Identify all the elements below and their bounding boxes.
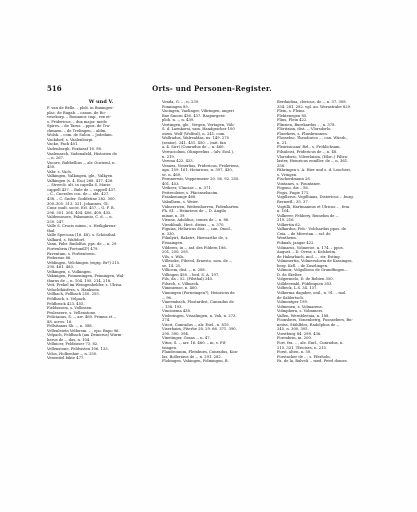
index-entry-line: 290. 390. 394.	[162, 331, 189, 336]
index-entry-line: Rernerfl., 35. 37.	[277, 200, 309, 205]
index-entry-line: Volgermelo, D. de Bobien 350.	[277, 277, 334, 282]
index-entry-line: 250. 247.	[47, 219, 65, 224]
index-entry-line: Veit, Prekel im Weingenhelder, s. Ulrisa.	[47, 283, 123, 288]
index-entry-line: Vetheer, Ulmcias –, n. 371.	[162, 186, 212, 191]
index-entry-line: Filsech, s. Villmeck.	[162, 281, 200, 286]
index-entry-line: 274.	[162, 318, 171, 323]
index-entry-line: 450.	[47, 165, 56, 170]
index-entry-line: Fort, fra. – , ale. Earl., Cunradus, n.	[277, 340, 344, 345]
index-entry-line: Flobingen, Vahingen, Folmingen, B.	[162, 359, 229, 364]
index-entry-line: Vontanes, s. Fountaner.	[277, 181, 321, 186]
index-entry-line: Forenbrin, m. 200.	[277, 336, 312, 341]
index-entry-line: (senior). 241. 451. 450. – (mit. fan	[162, 140, 226, 145]
index-entry-line: Vils, s. Wils.	[162, 254, 185, 259]
index-entry-line: Vellnicer, Feldsisser 73. 82.	[47, 342, 99, 347]
index-entry-line: 245, n. 300. 305.	[277, 327, 309, 332]
index-entry-line: Viesdibaili, Hect. distus –, n. 370.	[162, 222, 225, 227]
index-entry-line: 358.	[277, 163, 286, 168]
index-entry-line: Valkingen, Valkingen, gle., Valkyen	[47, 174, 113, 179]
index-entry-line: Velkingen, s. Vulkingen.	[47, 269, 92, 274]
index-entry-line: Vorstburg 84. 298. 436.	[277, 331, 322, 336]
running-title: Orts- und Personen-Register.	[152, 84, 272, 93]
index-entry-line: – 138. 193.	[162, 304, 183, 309]
index-entry-line: Vellbach, Fellbach 250. 255.	[47, 292, 100, 297]
index-entry-line: – C., Cnerales ccn. de –, abt. 427.	[47, 192, 110, 197]
index-entry-line: n. 21.	[277, 140, 288, 145]
index-entry-line: n. 219.	[162, 154, 175, 159]
index-entry-line: 401. 453.	[162, 181, 180, 186]
index-entry-line: agn. 159. 161. Heinricus, n. 397, 430,	[162, 168, 233, 173]
index-entry-line: Valdemosore, Palamuntz, C. d. –, n.	[47, 215, 113, 220]
index-entry-line: Valkingen (s. 4. Eso) 268. 417. 426.	[47, 178, 114, 183]
index-entry-line: Faventum, s. Forbentown.	[47, 251, 96, 256]
index-entry-line: Vidneerwen, Weibenborren, Fidenharten	[162, 204, 239, 209]
index-entry-line: 290. 461. 483.	[47, 265, 74, 270]
index-entry-line: ckmaen. – de Trelingen. – aldm.	[47, 128, 107, 133]
index-entry-line: plac. de Rugab. – canon. de Ro-	[47, 110, 106, 115]
index-entry-line: Vaalenaech, Vadenafeld, Historien de	[47, 151, 117, 156]
index-entry-line: Volkertin 62.	[277, 222, 301, 227]
index-entry-line: Fonningen 85.	[162, 104, 189, 109]
index-entry-line: Frankenunge 468.	[162, 195, 197, 200]
index-entry-line: Fortenbrin (Fortunill?) 479.	[47, 247, 99, 251]
index-entry-line: Vallen, Wernbleenia, n. 188.	[277, 313, 330, 318]
index-entry-line: Fieldsssem, s. Vollmsen.	[47, 306, 93, 311]
index-entry-line: Foonsbers, Vonenbetrg, Foonsebers, Bu-	[277, 318, 353, 323]
index-entry-line: Vilderes, in –, asf. des Fildern 186.	[162, 245, 227, 250]
index-entry-line: Vellenstone, Feldsisten 106. 133.	[47, 347, 109, 352]
index-entry-line: thal.	[47, 228, 56, 233]
index-entry-line: Velachtkäsfera, s. Hanksein.	[47, 287, 101, 292]
index-entry-line: Vacore, Rabbellius –, alr. Oosteml, n.	[47, 160, 116, 165]
index-entry-line: Bae Smorn 436. 437. Raspurgera-	[162, 113, 226, 118]
index-entry-line: 219. 216.	[277, 218, 295, 223]
index-entry-line: Felicianus, S. –, arr. 460. Primus et –,	[47, 315, 117, 320]
index-entry-line: Vimmiense, n. 460.	[162, 286, 198, 291]
index-entry-line: Fettreoleier, s. Pfacinsebacim.	[162, 190, 219, 195]
index-entry-line: Fegis, Fugie 171.	[277, 190, 310, 195]
index-entry-line: n. 104.	[277, 209, 290, 214]
index-entry-line: laster, Heinricus enniller. de –, n. 361.	[277, 159, 349, 164]
index-entry-line: Vabr. s. Vach.	[47, 169, 72, 174]
index-entry-line: Fluorkers, s. Flinsbrunnen.	[277, 131, 328, 136]
index-entry-line: Flein, s. Fleins.	[277, 109, 306, 114]
index-entry-line: Verona 422. 423.	[162, 159, 194, 164]
index-entry-line: Vackdorf, s. Vaalenborpi.	[47, 137, 94, 142]
index-entry-line: n. 330.	[162, 231, 175, 236]
index-entry-line: Fh. 81. – Heinrieus de –, D. Angila	[162, 209, 226, 214]
index-entry-line: 215. 331. Tfricises, n. 215.	[277, 345, 328, 350]
index-entry-line: herus de –, das, n. 104.	[47, 337, 91, 342]
index-entry-line: Villeseke, Fiheed, Ernesto, som. de –,	[162, 259, 232, 264]
index-entry-line: Verraciolum, Olimpeelius – (alv. Eosl.),	[162, 150, 235, 155]
entry-lines	[277, 100, 381, 364]
entry-lines	[162, 100, 270, 364]
index-entry-line: Federeae 86.	[47, 256, 72, 261]
index-entry-line: berg. Kell. – de Zuselingen.	[277, 263, 329, 268]
index-entry-line: Fesleseere, s. Vellenstone.	[47, 310, 97, 315]
index-entry-line: Vinningen (Forneingen?), Heinricus de	[162, 290, 235, 295]
index-entry-line: neiiss, Stählbles, Radolphus de –,	[277, 322, 340, 327]
index-entry-line: Frisaingen.	[162, 240, 184, 245]
index-entry-line: 354. 281. 282. vgl. au. Wernstrabe 829.	[277, 104, 352, 109]
index-entry-line: se. 14. 25.	[162, 263, 182, 268]
index-entry-line: Violeringen, Vriaslingen, n. Vah, n. 273.	[162, 313, 237, 318]
index-column-3	[277, 100, 381, 364]
index-entry-line: 296. 301. 304. 404. 406. 408. 435.	[47, 210, 112, 215]
index-entry-line: s. Fridericus. – dux major. mede	[47, 119, 107, 124]
index-column-2	[162, 100, 270, 364]
index-entry-line: Flektenegen 85.	[277, 113, 308, 118]
index-entry-line: Valle S. Crucis minm., s. Heiligkreuz-	[47, 224, 117, 229]
index-entry-line: Flöritzian, dist. –, Vlorsdorlo.	[277, 127, 332, 132]
index-entry-line: tsingen.	[162, 345, 178, 350]
index-entry-line: Villicem, dist. –, n. 208.	[162, 268, 206, 273]
index-entry-line: Flinzien, Burekardus – , n. 378.	[277, 122, 336, 127]
index-entry-line: Fa. de la, Balveli. – med. Peerl domes.	[277, 359, 348, 364]
index-entry-line: –, 96.	[162, 295, 173, 300]
index-entry-line: Venda, G. – , n. 239.	[162, 100, 200, 104]
index-entry-line: Volmarus, Volmeroe, n. 174. – ppos.	[277, 245, 344, 250]
index-entry-line: Vogtilli, Hartmannus et Ulricus – , fem.	[277, 204, 351, 209]
index-entry-line: Volbeck, L.S. 34. 137.	[277, 286, 318, 291]
index-entry-line: Fähringen s. A. Hier und s. d. Loocheri,	[277, 168, 351, 173]
index-entry-line: Velpach, Feldbach (am Deinerus) Wurm-	[47, 333, 123, 338]
index-entry-line: –. Streecb. alt. in capella S. Marie	[47, 183, 111, 188]
index-entry-line: Filsuleist, Fridericus de –, n. 48.	[277, 150, 338, 155]
index-entry-line: Flins, Flein 422.	[277, 118, 308, 123]
index-entry-line: Volmmertin, Volmersdorm de Kassinges,	[277, 259, 353, 264]
index-entry-line: Wolsk. – com. de Sulon. – Jodedam.	[47, 133, 113, 138]
index-entry-line: osem. Wolf (Wolfral), n. 241. com.	[162, 131, 226, 136]
index-entry-line: Flosseleo, Theodorico – , can. Würzb.,	[277, 136, 348, 141]
index-entry-line: Vitus, S. –, arr. 16. 460. – in, s. Fil-	[162, 340, 227, 345]
index-entry-line: Forstacker de – , s. Pferholn.	[277, 354, 331, 359]
index-entry-line: Viscit, Cunradus –, alr. Esel., n. 819.	[162, 322, 230, 327]
index-entry-line: Fischerdmann 28.	[277, 177, 311, 182]
index-entry-line: Vakinigen, Foimeningen, Feimingen, Wal-	[47, 274, 125, 279]
section-heading: W und V.	[88, 99, 114, 105]
index-entry-line: Volmphera, s. Volmmers.	[277, 309, 324, 314]
index-column-1	[47, 100, 155, 361]
index-entry-line: Ceia. – de Mirestan. – ssf. de	[277, 231, 331, 236]
index-entry-line: August. – D. Ovesr, s. Kelsheim.	[277, 250, 337, 255]
index-entry-line: Vabulhem, s. Weier.	[162, 200, 199, 205]
index-entry-line: de Sablertsch.	[277, 295, 304, 300]
page-number: 516	[47, 84, 62, 93]
index-entry-line: Vienne, Adoldius, comes de –, n. 86.	[162, 218, 230, 223]
index-entry-line: Vadenborgh, Foxtaeaf 16. 98.	[47, 146, 103, 151]
index-entry-line: tharus de –, n. 104. 195. 214. 218.	[47, 278, 112, 283]
index-entry-line: Vertingen, gle., Vergen, Vertagen, Vöb-	[162, 122, 235, 127]
index-entry-line: Vlorsdorio, Vileerlaisin, (Hlor–) Filtra-	[277, 154, 349, 159]
index-entry-line: Figuias, Helaricus dist. –, can. Onod.,	[162, 227, 233, 232]
index-entry-line: a. 4. Sirr) (Cunradus de –, n. 460.	[162, 145, 225, 150]
index-entry-line: de Halmrbach, mol. – , str. Esting.	[277, 254, 341, 259]
index-entry-line: Volkerma dagaber, onil., n. 91. – mol.	[277, 290, 347, 295]
index-entry-line: cappell 437. – Bule de –, cappell 437.	[47, 187, 117, 192]
index-entry-line: minar, n. 39.	[162, 213, 186, 218]
index-entry-line: 438. – C. Snder. Godifetine 282. 300.	[47, 196, 116, 201]
index-entry-line: Feldbrock 423. 455.	[47, 301, 85, 306]
index-entry-line: Vann, Pabr. Rudolfus, pps. de –, n. 29.	[47, 242, 118, 247]
index-entry-line: Forst, alten, n. 50.	[277, 350, 312, 355]
index-entry-line: 88. acres. 16.	[47, 319, 73, 324]
index-entry-line: Vellenlstein Velforsm. – , epo. Bapo 96.	[47, 328, 120, 333]
index-entry-line: Viserhaim, Fiterhe 28. 29. 66. 371. 390.	[162, 327, 237, 332]
index-entry-line: Venaea, Vonerlias, Fridericus, Frideriens,	[162, 163, 240, 168]
index-entry-line: Wentheim.	[277, 236, 297, 241]
index-entry-line: Wallradus, Walrealdas, ns. 149. 270	[162, 136, 229, 141]
index-entry-line: las, Bolleriaus de –, n. 291. 282.	[162, 354, 222, 359]
index-entry-line: Valkard, s. Waltdorf.	[47, 237, 85, 242]
index-entry-line: Volmoiz, Volgolboso de Grundfingen.–	[277, 268, 348, 273]
index-entry-line: F. van de Belle. – pleb. in Buxingeu-	[47, 106, 114, 111]
index-entry-line: Vacke, Pack 401.	[47, 142, 79, 147]
index-entry-line: Valle Speciosa (16. 48), s. Schönthal.	[47, 233, 117, 238]
index-entry-line: Fellsitanus Sh. –, n. 388.	[47, 324, 93, 329]
index-entry-line: s. Vringen.	[277, 172, 298, 177]
index-entry-line: S. d. Laenkorsi, sam. Handgeicher 100	[162, 127, 235, 132]
index-entry-line: Fogono, die – 56.	[277, 186, 309, 191]
index-entry-line: Volmenen, s. Volmarene.	[277, 304, 324, 309]
index-entry-line: Fleurisicana' Rel., s. Fröhlichsam.	[277, 145, 341, 150]
index-entry-line: Fils, da – 52. (Filsthal) 245.	[162, 277, 214, 282]
page-header	[47, 84, 377, 94]
index-entry-line: D. de Skelter.	[277, 272, 303, 277]
entry-lines	[47, 106, 155, 361]
index-entry-line: Foknah, jangar 422.	[277, 240, 315, 245]
index-entry-line: vesekorp. – Romanor. imp., rex et-	[47, 115, 111, 120]
index-entry-line: Vincinema 438.	[162, 309, 192, 314]
index-entry-line: Volldeermbl, Füblinquen 303.	[277, 281, 333, 286]
index-entry-line: Villingen 458. – bed. S. A. 197.	[162, 272, 220, 277]
index-entry-line: Filmlyirt, Rakstrt, Hieroarthe de, s.	[162, 236, 229, 241]
index-entry-line: Feldbach, s. Velpach.	[47, 297, 87, 302]
index-entry-line: ploh. n. –, n. 439.	[162, 118, 195, 123]
index-entry-line: Berdaidiua, clericus, de –, n. 37. 308.	[277, 100, 347, 104]
index-entry-line: sc. n. 460.	[162, 172, 182, 177]
index-entry-line: Volmontger 199.	[277, 300, 308, 305]
index-entry-line: Fernnerwir, Veppermeier 20. 56. 92. 250.	[162, 177, 240, 182]
index-entry-line: 300–305. 313. 321. Johannes, Gl.	[47, 201, 109, 206]
index-entry-line: Cunr. mult. socie. Erl. 457. – G. F. R.	[47, 206, 115, 211]
index-entry-line: Vulkerer, Fehbery, Reinehm de –,	[277, 213, 339, 218]
index-entry-line: –, n. 267.	[47, 156, 65, 161]
index-entry-line: Vinetinger, Grans –, n. 47.	[162, 336, 211, 341]
index-entry-line: Vogillerus, Vegilhians, Distericus – ,burg.	[277, 195, 354, 200]
index-entry-line: Veldingen, Velchingen (eigtg. Br?) 215.	[47, 260, 121, 265]
index-entry-line: Flandronnim, Flemburn, Cunradus, Kon-	[162, 350, 239, 355]
index-entry-line: Vacingen, Vaelinger, Viliringen, angeri	[162, 109, 234, 114]
index-entry-line: Valkardus, Feb.- Volchardus ppos. de	[277, 227, 347, 232]
index-entry-line: Venentiel bikte 477.	[47, 356, 85, 361]
index-entry-line: 201. 250. 295.	[162, 250, 189, 255]
index-entry-line: Velos, Holbenhar –, n. 250.	[47, 351, 98, 356]
index-entry-line: Vineembach, Flostaribst, Cunradus de	[162, 300, 234, 305]
index-entry-line: Spires. – de Tarus. – ppos. de Tra-	[47, 124, 111, 129]
